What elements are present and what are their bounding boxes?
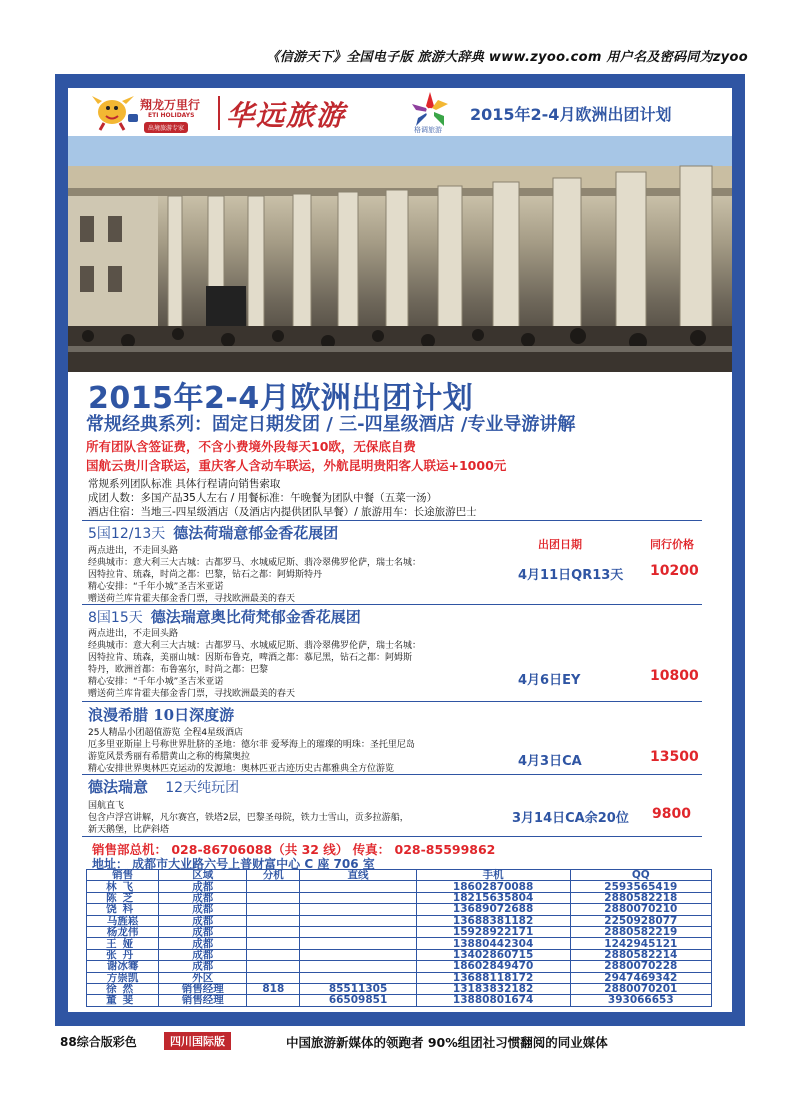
trip-departure: 4月3日CA (518, 754, 582, 769)
table-cell (300, 915, 416, 926)
eti-name-en: ETI HOLIDAYS (148, 112, 195, 119)
trip-price: 13500 (650, 749, 699, 765)
note-visa: 所有团队含签证费，不含小费境外段每天10欧，无保底自费 (86, 439, 416, 454)
section-divider (82, 520, 702, 521)
table-cell: 13880442304 (416, 938, 570, 949)
table-cell (300, 961, 416, 972)
trip-departure: 3月14日CA余20位 (512, 811, 629, 826)
table-row (87, 926, 712, 937)
table-cell: 徐然 (87, 983, 159, 994)
trip-detail: 游览风景秀丽有希腊黄山之称的梅黛奥拉 (88, 752, 251, 762)
trip-detail: 精心安排：“千年小城”圣吉米亚诺 (88, 677, 224, 687)
trip-detail: 特丹，欧洲首都：布鲁塞尔，时尚之都：巴黎 (88, 665, 269, 675)
trip-detail: 两点进出，不走回头路 (88, 546, 179, 556)
table-cell (247, 881, 300, 892)
eti-name-cn: 翔龙万里行 (140, 98, 201, 112)
table-cell: 成都 (159, 892, 247, 903)
col-header-direct: 直线 (300, 870, 416, 881)
table-cell: 销售经理 (159, 983, 247, 994)
colonnade-photo (68, 136, 732, 372)
table-cell: 818 (247, 983, 300, 994)
trip-detail: 25人精品小团超值游览 全程4星级酒店 (88, 728, 244, 738)
trip-days: 12天纯玩团 (165, 780, 240, 796)
section-divider (82, 774, 702, 775)
col-header-sales: 销售 (87, 870, 159, 881)
trip-detail: 精心安排：“千年小城”圣吉米亚诺 (88, 582, 224, 592)
table-cell (247, 972, 300, 983)
trip-title (88, 704, 234, 725)
table-cell (300, 938, 416, 949)
departure-column-header: 出团日期 (538, 538, 582, 551)
section-divider (82, 701, 702, 702)
trip-detail: 经典城市：意大利三大古城：古都罗马、水城威尼斯、翡冷翠佛罗伦萨，瑞士名城： (88, 641, 422, 651)
trip-name: 德法瑞意 (88, 778, 149, 796)
table-cell (247, 949, 300, 960)
trip-days: 8国15天 (88, 610, 143, 626)
footer-page: 88综合版彩色 (60, 1035, 137, 1049)
table-cell: 2880070201 (570, 983, 711, 994)
trip-title (88, 776, 247, 797)
table-cell: 成都 (159, 904, 247, 915)
table-cell: 13880801674 (416, 995, 570, 1006)
flyer-header (68, 88, 732, 136)
note-transfer: 国航云贵川含联运，重庆客人含动车联运，外航昆明贵阳客人联运+1000元 (86, 458, 507, 473)
table-cell (300, 904, 416, 915)
page-footer (60, 1033, 760, 1053)
table-cell (300, 892, 416, 903)
footer-slogan: 中国旅游新媒体的领跑者 90%组团社习惯翻阅的同业媒体 (286, 1035, 608, 1050)
eti-mascot-logo (84, 92, 142, 132)
trip-detail: 厄多里亚斯崖上号称世界肚脐的圣地：德尔菲 爱琴海上的璀璨的明珠：圣托里尼岛 (88, 740, 415, 750)
trip-detail: 精心安排世界奥林匹克运动的发源地：奥林匹亚古迹历史古都雅典全方位游览 (88, 764, 395, 774)
table-cell: 销售经理 (159, 995, 247, 1006)
table-cell: 2250928077 (570, 915, 711, 926)
table-cell (247, 915, 300, 926)
table-row (87, 915, 712, 926)
flyer (68, 88, 732, 1012)
table-cell: 2880070210 (570, 904, 711, 915)
section-divider (82, 836, 702, 837)
table-cell: 18215635804 (416, 892, 570, 903)
table-cell (247, 938, 300, 949)
table-cell (247, 892, 300, 903)
sales-hotline: 销售部总机： 028-86706088（共 32 线） 传真： 028-85599862 (92, 842, 496, 857)
brand-name: 华远旅游 (226, 99, 347, 132)
table-row (87, 938, 712, 949)
table-cell: 13688381182 (416, 915, 570, 926)
table-cell: 13689072688 (416, 904, 570, 915)
table-cell (247, 926, 300, 937)
trip-departure: 4月6日EY (518, 673, 581, 688)
table-cell: 15928922171 (416, 926, 570, 937)
table-cell: 2593565419 (570, 881, 711, 892)
table-cell: 成都 (159, 881, 247, 892)
table-cell (300, 972, 416, 983)
table-cell (300, 926, 416, 937)
table-cell: 王娅 (87, 938, 159, 949)
trip-name: 德法荷瑞意郁金香花展团 (173, 524, 339, 542)
trip-days: 5国12/13天 (88, 526, 166, 542)
table-cell: 18602870088 (416, 881, 570, 892)
trip-departure: 4月11日QR13天 (518, 568, 624, 583)
table-cell: 13183832182 (416, 983, 570, 994)
table-cell: 谢冰骞 (87, 961, 159, 972)
table-cell (300, 881, 416, 892)
info-hotel: 酒店住宿：当地三-四星级酒店（及酒店内提供团队早餐）/ 旅游用车：长途旅游巴士 (88, 506, 477, 518)
info-group-size: 成团人数：多国产品35人左右 / 用餐标准：午晚餐为团队中餐（五菜一汤） (88, 492, 438, 504)
trip-detail: 因特拉肯、琉森，时尚之都：巴黎，钻石之都：阿姆斯特丹 (88, 570, 323, 580)
table-cell: 成都 (159, 926, 247, 937)
table-cell: 张丹 (87, 949, 159, 960)
table-cell: 林飞 (87, 881, 159, 892)
table-cell: 85511305 (300, 983, 416, 994)
table-cell: 杨龙伟 (87, 926, 159, 937)
trip-price: 10800 (650, 668, 699, 684)
table-cell: 66509851 (300, 995, 416, 1006)
table-cell: 马旌崧 (87, 915, 159, 926)
table-cell: 董斐 (87, 995, 159, 1006)
col-header-region: 区域 (159, 870, 247, 881)
table-row (87, 892, 712, 903)
price-column-header: 同行价格 (650, 538, 694, 551)
table-row (87, 961, 712, 972)
header-divider (218, 96, 220, 130)
trip-detail: 因特拉肯、琉森，美丽山城：因斯布鲁克，啤酒之都：慕尼黑，钻石之都：阿姆斯 (88, 653, 413, 663)
sales-contacts-table (86, 869, 712, 1007)
trip-name: 德法瑞意奥比荷梵郁金香花展团 (150, 608, 361, 626)
trip-price: 9800 (652, 806, 691, 822)
table-cell: 13402860715 (416, 949, 570, 960)
table-cell: 393066653 (570, 995, 711, 1006)
table-cell: 外区 (159, 972, 247, 983)
trip-price: 10200 (650, 563, 699, 579)
trip-detail: 赠送荷兰库肯霍夫郁金香门票，寻找欧洲最美的春天 (88, 594, 296, 604)
table-row (87, 881, 712, 892)
section-divider (82, 604, 702, 605)
trip-title (88, 522, 338, 543)
main-title: 2015年2-4月欧洲出团计划 (88, 381, 474, 416)
col-header-qq: QQ (570, 870, 711, 881)
col-header-mobile: 手机 (416, 870, 570, 881)
subtitle: 常规经典系列：固定日期发团 / 三-四星级酒店 /专业导游讲解 (86, 414, 576, 435)
trip-detail: 包含卢浮宫讲解，凡尔赛宫，铁塔2层，巴黎圣母院，铁力士雪山，贡多拉游船， (88, 813, 409, 823)
table-cell: 1242945121 (570, 938, 711, 949)
eti-tagline: 出境旅游专家 (144, 122, 188, 133)
footer-tag: 四川国际版 (164, 1032, 231, 1050)
table-row (87, 995, 712, 1006)
table-row (87, 972, 712, 983)
trip-detail: 两点进出，不走回头路 (88, 629, 179, 639)
table-cell: 2880070228 (570, 961, 711, 972)
table-cell: 成都 (159, 915, 247, 926)
info-standard: 常规系列团队标准 具体行程请向销售索取 (88, 478, 281, 490)
table-cell: 成都 (159, 961, 247, 972)
table-cell: 陈芝 (87, 892, 159, 903)
colonnade-illustration (68, 136, 732, 372)
trip-detail: 经典城市：意大利三大古城：古都罗马、水城威尼斯、翡冷翠佛罗伦萨，瑞士名城： (88, 558, 422, 568)
table-cell: 13688118172 (416, 972, 570, 983)
col-header-ext: 分机 (247, 870, 300, 881)
sales-address: 地址： 成都市大业路六号上普财富中心 C 座 706 室 (92, 857, 375, 871)
table-cell: 2880582214 (570, 949, 711, 960)
trip-detail: 新天鹅堡，比萨斜塔 (88, 825, 170, 835)
table-cell (247, 995, 300, 1006)
table-cell: 2947469342 (570, 972, 711, 983)
table-row (87, 904, 712, 915)
table-cell: 成都 (159, 949, 247, 960)
table-row (87, 949, 712, 960)
table-cell (247, 904, 300, 915)
trip-name: 浪漫希腊 10日深度游 (88, 706, 235, 724)
trip-detail: 赠送荷兰库肯霍夫郁金香门票，寻找欧洲最美的春天 (88, 689, 296, 699)
table-cell: 成都 (159, 938, 247, 949)
table-cell: 2880582219 (570, 926, 711, 937)
table-header-row (87, 870, 712, 881)
top-banner: 《信游天下》全国电子版 旅游大辞典 www.zyoo.com 用户名及密码同为zyoo (266, 50, 748, 65)
table-cell: 方崇凯 (87, 972, 159, 983)
table-cell (247, 961, 300, 972)
header-plan-title: 2015年2-4月欧洲出团计划 (470, 105, 672, 124)
table-cell: 2880582218 (570, 892, 711, 903)
gd-logo-text: 格调旅游 (414, 126, 442, 134)
trip-detail: 国航直飞 (88, 801, 125, 811)
trip-title (88, 606, 361, 627)
table-cell: 18602849470 (416, 961, 570, 972)
table-row (87, 983, 712, 994)
table-cell (300, 949, 416, 960)
table-cell: 饶科 (87, 904, 159, 915)
